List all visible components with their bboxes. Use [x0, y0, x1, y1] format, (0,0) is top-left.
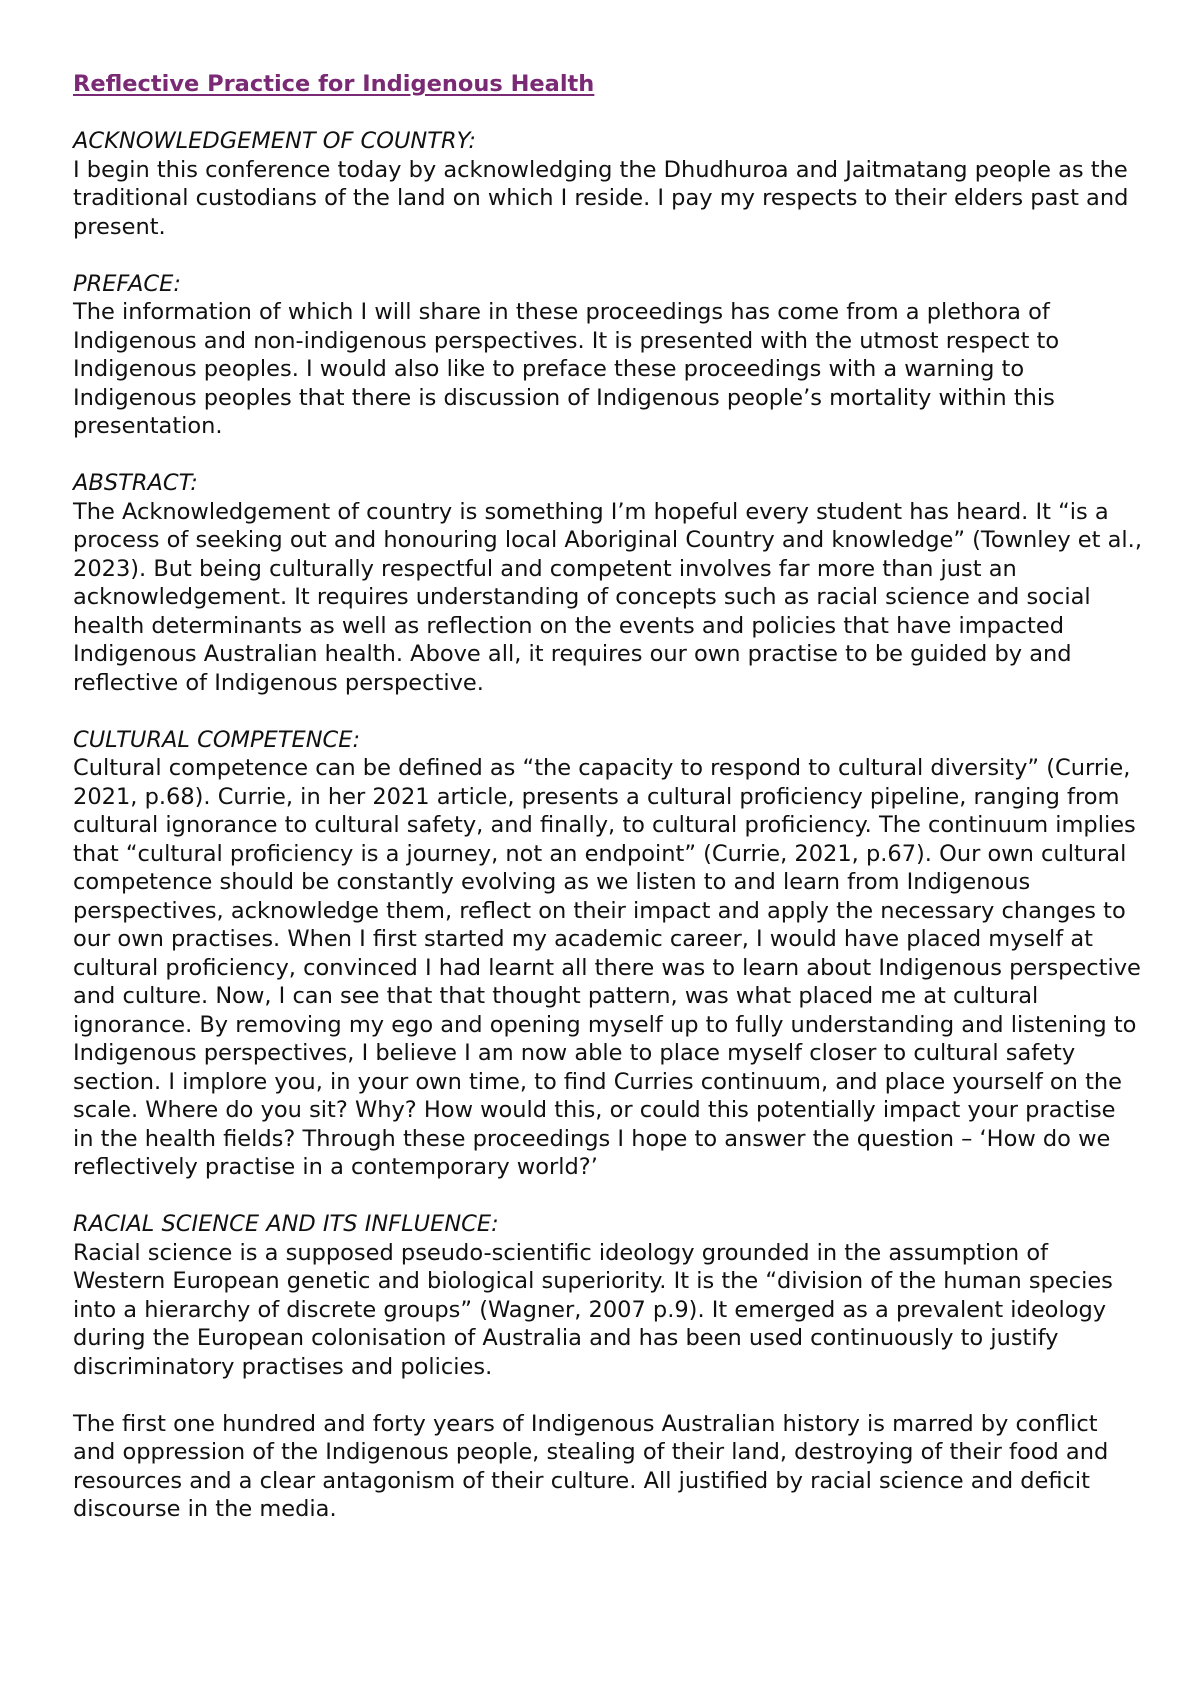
section-heading: PREFACE: [73, 270, 181, 297]
section-heading: ACKNOWLEDGEMENT OF COUNTRY: [73, 128, 477, 154]
paragraph: The information of which I will share in these proceedings has come from a plethora of Indigenous and non-indigenous perspectives. It is presented with the utmost respect to Indigenous peoples. I would also like to preface these proceedings with a warning to Indigenous peoples that there is discussion of Indigenous people’s mortality within this presentation. [73, 299, 1060, 439]
paragraph: Cultural competence can be defined as “the capacity to respond to cultural diversity” (Currie, 2021, p.68). Currie, in her 2021 article, presents a cultural proficiency pipeline, ranging from cultural ignorance to cultural safety, and finally, to cultural proficiency. The continuum implies that “cultural proficiency is a journey, not an endpoint” (Currie, 2021, p.67). Our own cultural competence should be constantly evolving as we listen to and learn from Indigenous perspectives, acknowledge them, reflect on their impact and apply the necessary changes to our own practises. When I first started my academic career, I would have placed myself at cultural proficiency, convinced I had learnt all there was to learn about Indigenous perspective and culture. Now, I can see that that thought pattern, was what placed me at cultural ignorance. By removing my ego and opening myself up to fully understanding and listening to Indigenous perspectives, I believe I am now able to place myself closer to cultural safety section. I implore you, in your own time, to find Curries continuum, and place yourself on the scale. Where do you sit? Why? How would this, or could this potentially impact your practise in the health fields? Through these proceedings I hope to answer the question – ‘How do we reflectively practise in a contemporary world?’ [73, 755, 1141, 1180]
paragraph: The first one hundred and forty years of Indigenous Australian history is marred by conflict and oppression of the Indigenous people, stealing of their land, destroying of their food and resources and a clear antagonism of their culture. All justified by racial science and deficit discourse in the media. [73, 1410, 1109, 1522]
paragraph: Racial science is a supposed pseudo-scientific ideology grounded in the assumption of Western European genetic and biological superiority. It is the “division of the human species into a hierarchy of discrete groups” (Wagner, 2007 p.9). It emerged as a prevalent ideology during the European colonisation of Australia and has been used continuously to justify discriminatory practises and policies. [73, 1239, 1113, 1380]
section-acknowledgement [73, 127, 1143, 241]
section-heading: CULTURAL COMPETENCE: [73, 726, 361, 753]
paragraph: I begin this conference today by acknowledging the Dhudhuroa and Jaitmatang people as the traditional custodians of the land on which I reside. I pay my respects to their elders past and present. [73, 156, 1129, 240]
section-heading: ABSTRACT: [73, 470, 198, 496]
document-page [73, 70, 1143, 1552]
section-racial-science [73, 1210, 1143, 1524]
section-preface [73, 270, 1143, 441]
section-heading: RACIAL SCIENCE AND ITS INFLUENCE: [73, 1211, 499, 1237]
section-cultural-competence [73, 726, 1143, 1182]
document-title: Reflective Practice for Indigenous Health [73, 71, 595, 97]
section-abstract [73, 469, 1143, 697]
paragraph: The Acknowledgement of country is something I’m hopeful every student has heard. It “is a process of seeking out and honouring local Aboriginal Country and knowledge” (Townley et al., 2023). But being culturally respectful and competent involves far more than just an acknowledgement. It requires understanding of concepts such as racial science and social health determinants as well as reflection on the events and policies that have impacted Indigenous Australian health. Above all, it requires our own practise to be guided by and reflective of Indigenous perspective. [73, 498, 1142, 696]
